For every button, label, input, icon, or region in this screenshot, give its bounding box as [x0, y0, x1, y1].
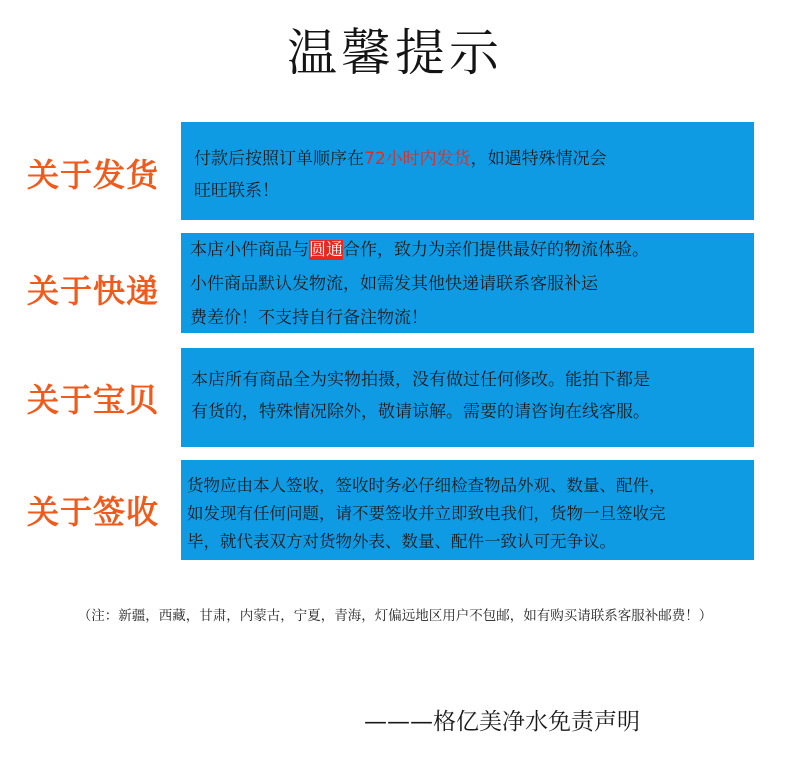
info-line: 如发现有任何问题，请不要签收并立即致电我们，货物一旦签收完: [187, 504, 666, 523]
page-title: 温馨提示: [287, 24, 503, 82]
section-label-shipping: 关于发货: [26, 156, 159, 194]
section-label-delivery: 关于签收: [26, 493, 159, 531]
info-line: 本店所有商品全为实物拍摄，没有做过任何修改。能拍下都是: [191, 370, 650, 390]
info-box-shipping: [181, 122, 754, 220]
highlight-text: 72小时内发货: [364, 149, 471, 169]
info-line: 费差价！不支持自行备注物流！: [190, 308, 428, 328]
footnote: （注：新疆，西藏，甘肃，内蒙古，宁夏，青海，灯偏远地区用户不包邮，如有购买请联系客服补邮费！）: [77, 608, 713, 624]
info-line: 本店小件商品与圆通合作，致力为亲们提供最好的物流体验。: [190, 240, 649, 260]
info-line: 小件商品默认发物流，如需发其他快递请联系客服补运: [190, 274, 598, 294]
info-line: 货物应由本人签收，签收时务必仔细检查物品外观、数量、配件，: [187, 476, 666, 495]
section-label-products: 关于宝贝: [26, 381, 159, 419]
info-box-express: [181, 233, 754, 333]
info-box-products: [181, 348, 754, 447]
signature: ———格亿美净水免责声明: [364, 709, 640, 735]
info-box-delivery: [181, 460, 754, 560]
section-label-express: 关于快递: [26, 272, 159, 310]
info-line: 付款后按照订单顺序在72小时内发货，如遇特殊情况会: [194, 149, 607, 169]
info-line: 有货的，特殊情况除外，敬请谅解。需要的请咨询在线客服。: [191, 402, 650, 422]
info-line: 旺旺联系！: [194, 181, 279, 201]
highlight-text: 圆通: [309, 240, 343, 260]
info-line: 毕，就代表双方对货物外表、数量、配件一致认可无争议。: [187, 532, 616, 551]
